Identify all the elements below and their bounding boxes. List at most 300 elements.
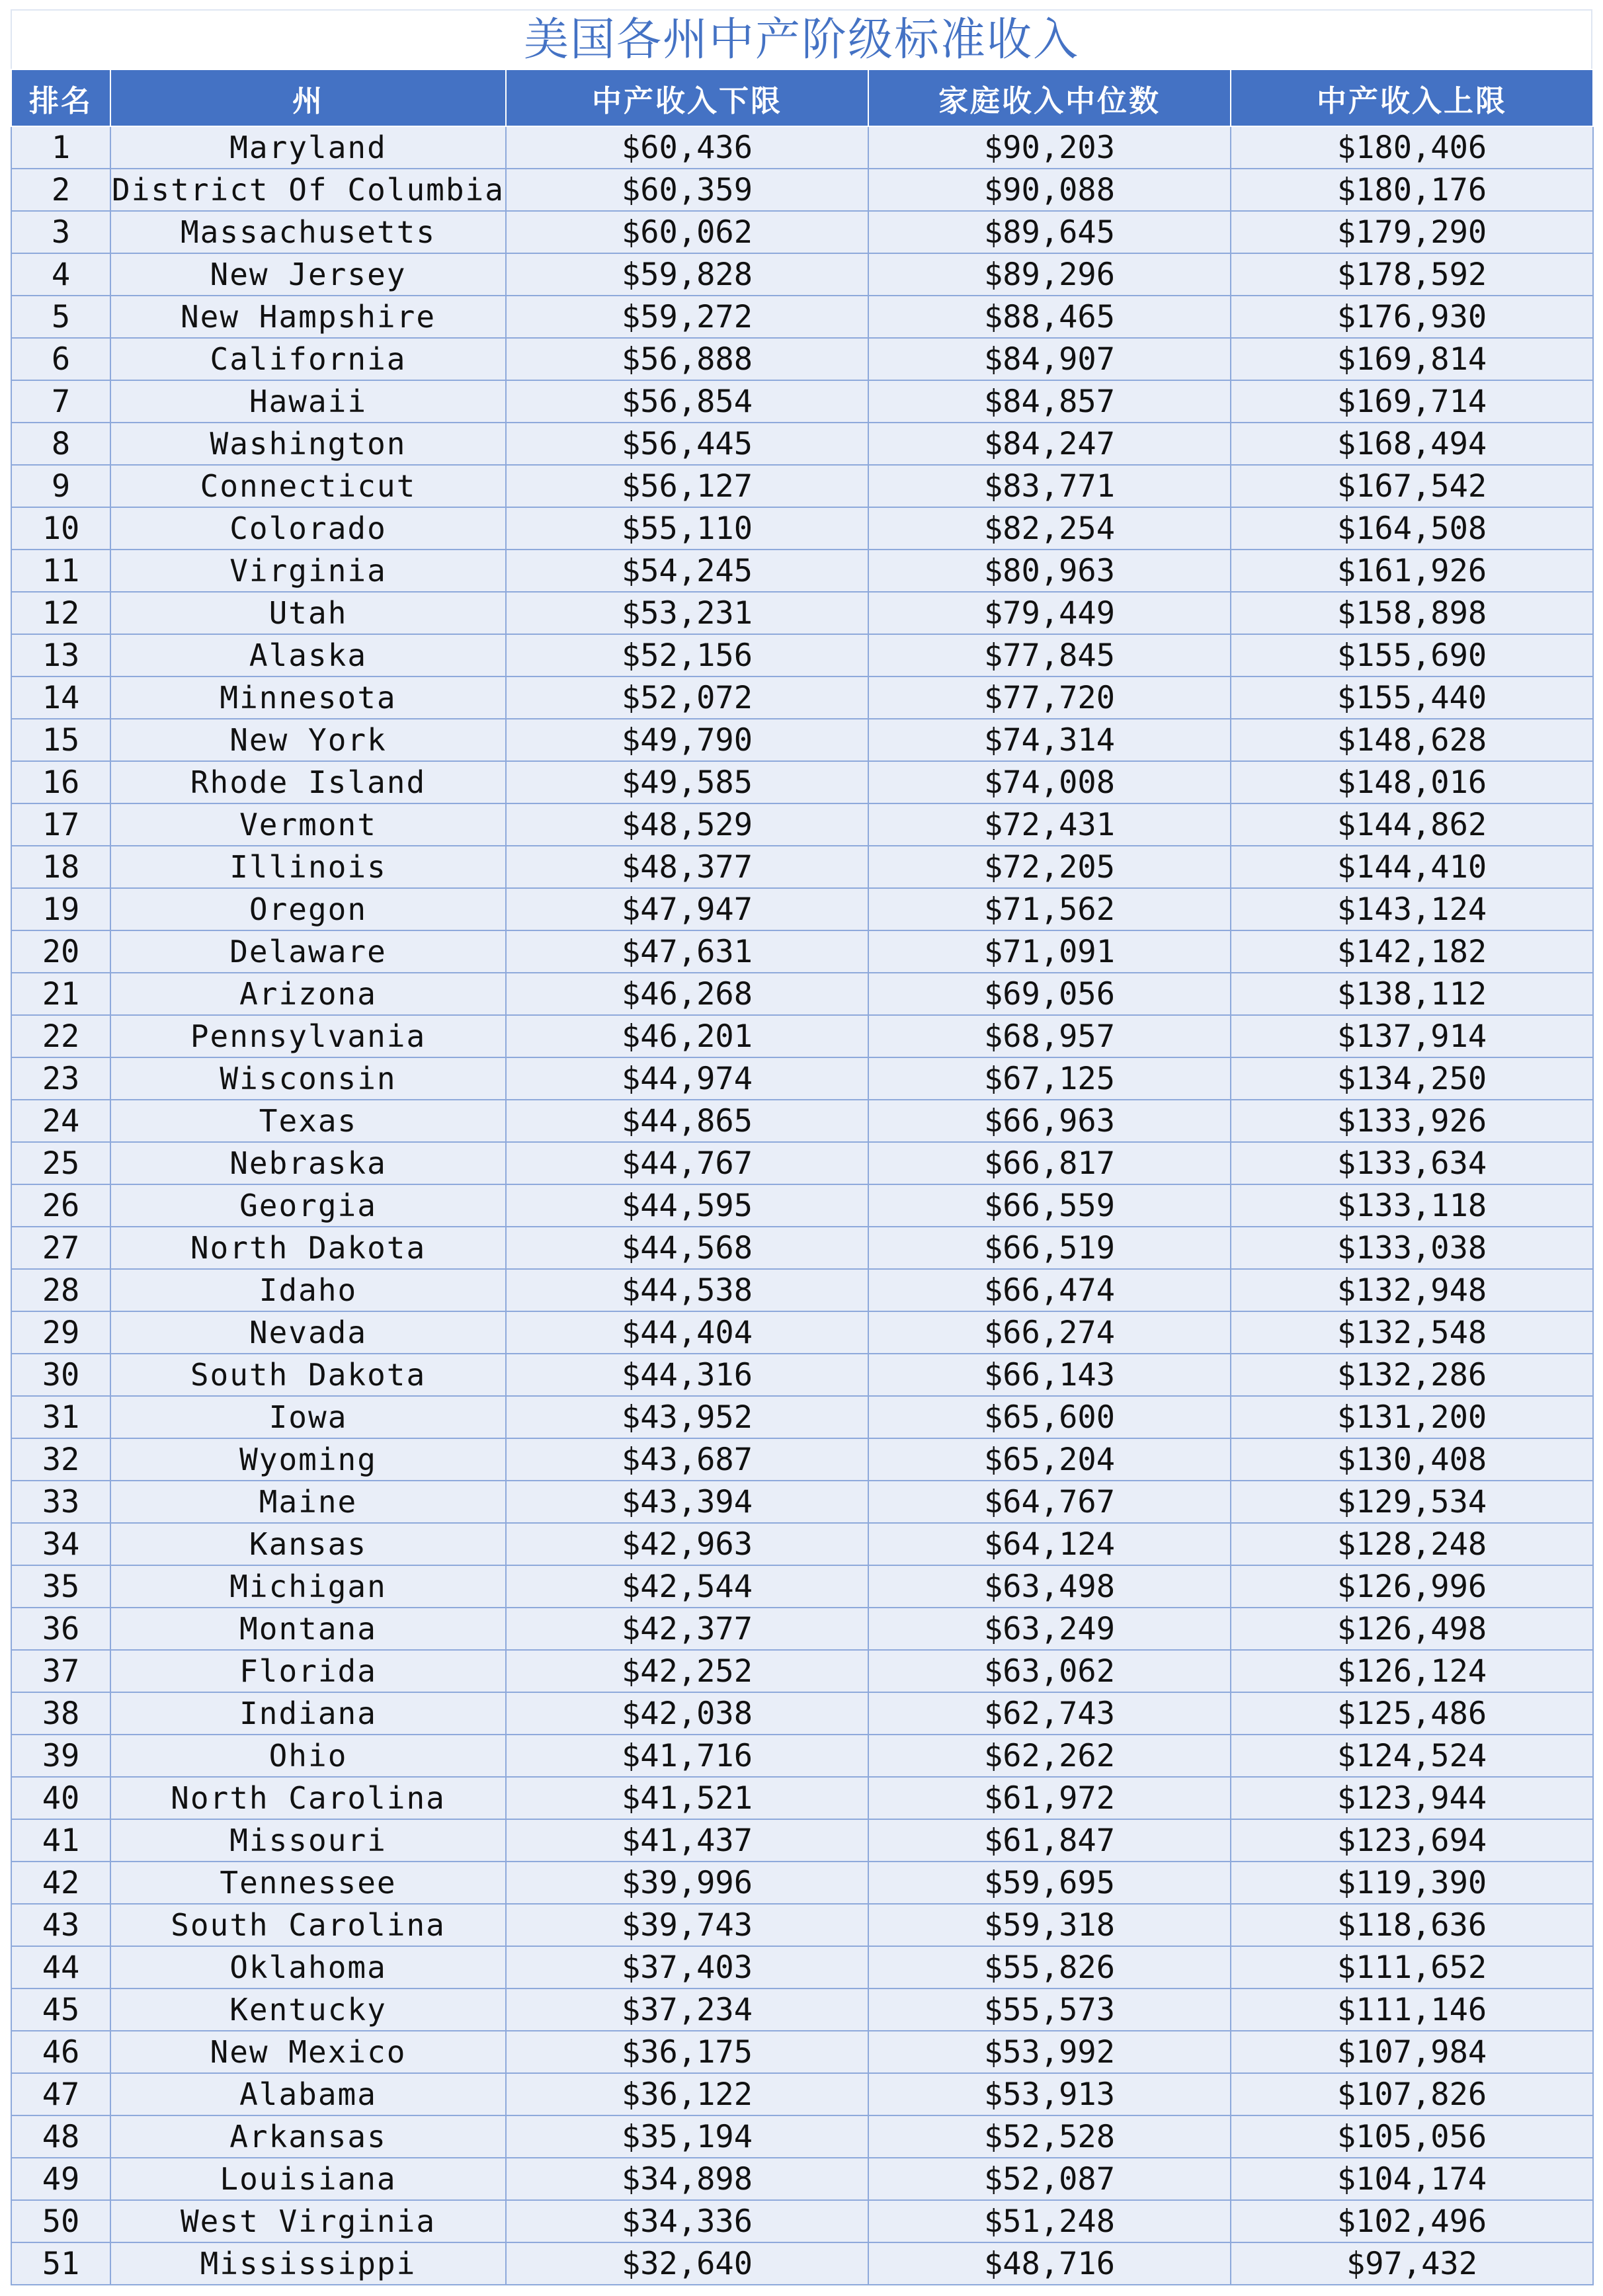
cell-rank[interactable]: 4 — [11, 253, 110, 296]
cell-upper-bound[interactable]: $123,694 — [1231, 1819, 1593, 1862]
table-row — [11, 1819, 1593, 1862]
cell-lower-bound[interactable]: $49,585 — [506, 761, 868, 803]
cell-rank[interactable]: 34 — [11, 1523, 110, 1565]
cell-rank[interactable]: 35 — [11, 1565, 110, 1608]
cell-rank[interactable]: 19 — [11, 888, 110, 930]
cell-median-income[interactable]: $80,963 — [868, 550, 1231, 592]
cell-state[interactable]: Pennsylvania — [110, 1015, 506, 1057]
cell-state[interactable]: Vermont — [110, 803, 506, 846]
table-row — [11, 1354, 1593, 1396]
cell-upper-bound[interactable]: $129,534 — [1231, 1481, 1593, 1523]
cell-state[interactable]: Washington — [110, 423, 506, 465]
cell-median-income[interactable]: $66,474 — [868, 1269, 1231, 1311]
cell-median-income[interactable]: $82,254 — [868, 507, 1231, 550]
table-row — [11, 719, 1593, 761]
table-row — [11, 1100, 1593, 1142]
cell-lower-bound[interactable]: $59,828 — [506, 253, 868, 296]
cell-lower-bound[interactable]: $60,062 — [506, 211, 868, 253]
cell-upper-bound[interactable]: $124,524 — [1231, 1735, 1593, 1777]
table-row — [11, 1269, 1593, 1311]
cell-median-income[interactable]: $63,498 — [868, 1565, 1231, 1608]
cell-state[interactable]: Missouri — [110, 1819, 506, 1862]
table-row — [11, 253, 1593, 296]
cell-median-income[interactable]: $55,573 — [868, 1988, 1231, 2031]
cell-lower-bound[interactable]: $42,252 — [506, 1650, 868, 1692]
cell-lower-bound[interactable]: $41,437 — [506, 1819, 868, 1862]
cell-upper-bound[interactable]: $161,926 — [1231, 550, 1593, 592]
cell-median-income[interactable]: $89,296 — [868, 253, 1231, 296]
cell-median-income[interactable]: $53,913 — [868, 2073, 1231, 2115]
cell-upper-bound[interactable]: $138,112 — [1231, 973, 1593, 1015]
cell-rank[interactable]: 26 — [11, 1184, 110, 1227]
cell-state[interactable]: Iowa — [110, 1396, 506, 1438]
cell-median-income[interactable]: $65,204 — [868, 1438, 1231, 1481]
cell-lower-bound[interactable]: $53,231 — [506, 592, 868, 634]
cell-median-income[interactable]: $77,720 — [868, 676, 1231, 719]
cell-upper-bound[interactable]: $180,406 — [1231, 126, 1593, 169]
income-table — [11, 69, 1594, 2285]
cell-median-income[interactable]: $48,716 — [868, 2242, 1231, 2285]
table-row — [11, 930, 1593, 973]
cell-upper-bound[interactable]: $143,124 — [1231, 888, 1593, 930]
cell-state[interactable]: New Mexico — [110, 2031, 506, 2073]
cell-lower-bound[interactable]: $60,359 — [506, 169, 868, 211]
cell-median-income[interactable]: $90,088 — [868, 169, 1231, 211]
cell-lower-bound[interactable]: $34,336 — [506, 2200, 868, 2242]
table-row — [11, 1481, 1593, 1523]
cell-rank[interactable]: 6 — [11, 338, 110, 380]
cell-lower-bound[interactable]: $44,865 — [506, 1100, 868, 1142]
cell-upper-bound[interactable]: $111,146 — [1231, 1988, 1593, 2031]
cell-state[interactable]: Mississippi — [110, 2242, 506, 2285]
cell-median-income[interactable]: $61,847 — [868, 1819, 1231, 1862]
cell-rank[interactable]: 1 — [11, 126, 110, 169]
header-rank[interactable]: 排名 — [11, 69, 110, 126]
table-row — [11, 1057, 1593, 1100]
cell-upper-bound[interactable]: $126,996 — [1231, 1565, 1593, 1608]
cell-state[interactable]: Virginia — [110, 550, 506, 592]
cell-upper-bound[interactable]: $168,494 — [1231, 423, 1593, 465]
cell-state[interactable]: Massachusetts — [110, 211, 506, 253]
cell-rank[interactable]: 18 — [11, 846, 110, 888]
cell-upper-bound[interactable]: $169,814 — [1231, 338, 1593, 380]
cell-rank[interactable]: 13 — [11, 634, 110, 676]
cell-lower-bound[interactable]: $56,888 — [506, 338, 868, 380]
cell-state[interactable]: Nevada — [110, 1311, 506, 1354]
cell-upper-bound[interactable]: $131,200 — [1231, 1396, 1593, 1438]
table-row — [11, 888, 1593, 930]
cell-upper-bound[interactable]: $104,174 — [1231, 2158, 1593, 2200]
cell-rank[interactable]: 15 — [11, 719, 110, 761]
table-row — [11, 1438, 1593, 1481]
cell-state[interactable]: Rhode Island — [110, 761, 506, 803]
cell-median-income[interactable]: $61,972 — [868, 1777, 1231, 1819]
cell-state[interactable]: Arizona — [110, 973, 506, 1015]
cell-upper-bound[interactable]: $125,486 — [1231, 1692, 1593, 1735]
cell-upper-bound[interactable]: $133,634 — [1231, 1142, 1593, 1184]
cell-rank[interactable]: 17 — [11, 803, 110, 846]
cell-state[interactable]: Oregon — [110, 888, 506, 930]
cell-lower-bound[interactable]: $32,640 — [506, 2242, 868, 2285]
cell-upper-bound[interactable]: $126,498 — [1231, 1608, 1593, 1650]
cell-median-income[interactable]: $52,087 — [868, 2158, 1231, 2200]
cell-rank[interactable]: 37 — [11, 1650, 110, 1692]
cell-median-income[interactable]: $59,695 — [868, 1862, 1231, 1904]
cell-state[interactable]: New Jersey — [110, 253, 506, 296]
cell-lower-bound[interactable]: $37,403 — [506, 1946, 868, 1988]
cell-lower-bound[interactable]: $52,156 — [506, 634, 868, 676]
cell-state[interactable]: South Dakota — [110, 1354, 506, 1396]
table-row — [11, 1311, 1593, 1354]
cell-median-income[interactable]: $74,008 — [868, 761, 1231, 803]
cell-median-income[interactable]: $74,314 — [868, 719, 1231, 761]
cell-rank[interactable]: 42 — [11, 1862, 110, 1904]
cell-state[interactable]: Colorado — [110, 507, 506, 550]
cell-rank[interactable]: 12 — [11, 592, 110, 634]
cell-rank[interactable]: 39 — [11, 1735, 110, 1777]
cell-state[interactable]: South Carolina — [110, 1904, 506, 1946]
cell-median-income[interactable]: $84,857 — [868, 380, 1231, 423]
cell-rank[interactable]: 43 — [11, 1904, 110, 1946]
table-row — [11, 465, 1593, 507]
cell-upper-bound[interactable]: $176,930 — [1231, 296, 1593, 338]
cell-state[interactable]: Ohio — [110, 1735, 506, 1777]
cell-upper-bound[interactable]: $133,038 — [1231, 1227, 1593, 1269]
cell-rank[interactable]: 44 — [11, 1946, 110, 1988]
cell-median-income[interactable]: $52,528 — [868, 2115, 1231, 2158]
table-row — [11, 1862, 1593, 1904]
table-row — [11, 2200, 1593, 2242]
table-row — [11, 634, 1593, 676]
cell-lower-bound[interactable]: $35,194 — [506, 2115, 868, 2158]
table-row — [11, 1523, 1593, 1565]
cell-upper-bound[interactable]: $155,690 — [1231, 634, 1593, 676]
table-row — [11, 1946, 1593, 1988]
cell-median-income[interactable]: $88,465 — [868, 296, 1231, 338]
cell-state[interactable]: New York — [110, 719, 506, 761]
cell-state[interactable]: Hawaii — [110, 380, 506, 423]
table-row — [11, 1692, 1593, 1735]
cell-upper-bound[interactable]: $123,944 — [1231, 1777, 1593, 1819]
cell-rank[interactable]: 29 — [11, 1311, 110, 1354]
cell-upper-bound[interactable]: $107,984 — [1231, 2031, 1593, 2073]
cell-rank[interactable]: 5 — [11, 296, 110, 338]
cell-state[interactable]: Idaho — [110, 1269, 506, 1311]
table-row — [11, 507, 1593, 550]
cell-rank[interactable]: 8 — [11, 423, 110, 465]
table-row — [11, 296, 1593, 338]
cell-upper-bound[interactable]: $132,286 — [1231, 1354, 1593, 1396]
header-upper-bound[interactable]: 中产收入上限 — [1231, 69, 1593, 126]
cell-upper-bound[interactable]: $128,248 — [1231, 1523, 1593, 1565]
cell-median-income[interactable]: $63,062 — [868, 1650, 1231, 1692]
cell-rank[interactable]: 22 — [11, 1015, 110, 1057]
cell-median-income[interactable]: $62,743 — [868, 1692, 1231, 1735]
cell-median-income[interactable]: $72,205 — [868, 846, 1231, 888]
cell-lower-bound[interactable]: $44,595 — [506, 1184, 868, 1227]
header-median-income[interactable]: 家庭收入中位数 — [868, 69, 1231, 126]
cell-lower-bound[interactable]: $44,568 — [506, 1227, 868, 1269]
cell-lower-bound[interactable]: $37,234 — [506, 1988, 868, 2031]
cell-lower-bound[interactable]: $44,974 — [506, 1057, 868, 1100]
cell-rank[interactable]: 7 — [11, 380, 110, 423]
cell-rank[interactable]: 27 — [11, 1227, 110, 1269]
cell-upper-bound[interactable]: $133,926 — [1231, 1100, 1593, 1142]
cell-median-income[interactable]: $66,143 — [868, 1354, 1231, 1396]
cell-lower-bound[interactable]: $47,631 — [506, 930, 868, 973]
cell-median-income[interactable]: $89,645 — [868, 211, 1231, 253]
cell-upper-bound[interactable]: $105,056 — [1231, 2115, 1593, 2158]
cell-rank[interactable]: 46 — [11, 2031, 110, 2073]
cell-state[interactable]: Maryland — [110, 126, 506, 169]
table-row — [11, 2115, 1593, 2158]
cell-rank[interactable]: 30 — [11, 1354, 110, 1396]
cell-median-income[interactable]: $64,124 — [868, 1523, 1231, 1565]
cell-median-income[interactable]: $66,817 — [868, 1142, 1231, 1184]
cell-lower-bound[interactable]: $46,201 — [506, 1015, 868, 1057]
cell-lower-bound[interactable]: $44,404 — [506, 1311, 868, 1354]
cell-lower-bound[interactable]: $39,743 — [506, 1904, 868, 1946]
cell-state[interactable]: North Dakota — [110, 1227, 506, 1269]
cell-lower-bound[interactable]: $42,038 — [506, 1692, 868, 1735]
cell-median-income[interactable]: $79,449 — [868, 592, 1231, 634]
cell-lower-bound[interactable]: $43,952 — [506, 1396, 868, 1438]
cell-median-income[interactable]: $72,431 — [868, 803, 1231, 846]
cell-state[interactable]: New Hampshire — [110, 296, 506, 338]
cell-upper-bound[interactable]: $155,440 — [1231, 676, 1593, 719]
cell-upper-bound[interactable]: $167,542 — [1231, 465, 1593, 507]
cell-state[interactable]: Wisconsin — [110, 1057, 506, 1100]
cell-state[interactable]: Montana — [110, 1608, 506, 1650]
cell-state[interactable]: Texas — [110, 1100, 506, 1142]
cell-state[interactable]: Tennessee — [110, 1862, 506, 1904]
cell-rank[interactable]: 32 — [11, 1438, 110, 1481]
cell-state[interactable]: Indiana — [110, 1692, 506, 1735]
cell-rank[interactable]: 40 — [11, 1777, 110, 1819]
cell-upper-bound[interactable]: $132,548 — [1231, 1311, 1593, 1354]
cell-median-income[interactable]: $84,907 — [868, 338, 1231, 380]
cell-upper-bound[interactable]: $169,714 — [1231, 380, 1593, 423]
cell-rank[interactable]: 33 — [11, 1481, 110, 1523]
cell-upper-bound[interactable]: $130,408 — [1231, 1438, 1593, 1481]
cell-lower-bound[interactable]: $56,854 — [506, 380, 868, 423]
cell-state[interactable]: Louisiana — [110, 2158, 506, 2200]
cell-median-income[interactable]: $66,559 — [868, 1184, 1231, 1227]
cell-upper-bound[interactable]: $148,628 — [1231, 719, 1593, 761]
cell-upper-bound[interactable]: $144,410 — [1231, 846, 1593, 888]
cell-rank[interactable]: 28 — [11, 1269, 110, 1311]
cell-rank[interactable]: 9 — [11, 465, 110, 507]
cell-rank[interactable]: 41 — [11, 1819, 110, 1862]
cell-state[interactable]: Kansas — [110, 1523, 506, 1565]
table-row — [11, 1184, 1593, 1227]
cell-median-income[interactable]: $53,992 — [868, 2031, 1231, 2073]
cell-upper-bound[interactable]: $158,898 — [1231, 592, 1593, 634]
sheet-title: 美国各州中产阶级标准收入 — [11, 9, 1592, 69]
cell-state[interactable]: Delaware — [110, 930, 506, 973]
cell-state[interactable]: North Carolina — [110, 1777, 506, 1819]
cell-median-income[interactable]: $67,125 — [868, 1057, 1231, 1100]
cell-median-income[interactable]: $77,845 — [868, 634, 1231, 676]
cell-rank[interactable]: 3 — [11, 211, 110, 253]
cell-upper-bound[interactable]: $179,290 — [1231, 211, 1593, 253]
table-row — [11, 2031, 1593, 2073]
cell-state[interactable]: Utah — [110, 592, 506, 634]
cell-lower-bound[interactable]: $36,175 — [506, 2031, 868, 2073]
cell-lower-bound[interactable]: $59,272 — [506, 296, 868, 338]
income-sheet — [11, 9, 1592, 2285]
cell-lower-bound[interactable]: $44,538 — [506, 1269, 868, 1311]
cell-state[interactable]: Kentucky — [110, 1988, 506, 2031]
cell-lower-bound[interactable]: $41,521 — [506, 1777, 868, 1819]
cell-rank[interactable]: 38 — [11, 1692, 110, 1735]
cell-lower-bound[interactable]: $60,436 — [506, 126, 868, 169]
cell-lower-bound[interactable]: $49,790 — [506, 719, 868, 761]
cell-state[interactable]: California — [110, 338, 506, 380]
table-row — [11, 169, 1593, 211]
cell-upper-bound[interactable]: $107,826 — [1231, 2073, 1593, 2115]
table-row — [11, 211, 1593, 253]
cell-median-income[interactable]: $71,091 — [868, 930, 1231, 973]
cell-state[interactable]: Alaska — [110, 634, 506, 676]
cell-state[interactable]: District Of Columbia — [110, 169, 506, 211]
table-row — [11, 803, 1593, 846]
cell-upper-bound[interactable]: $132,948 — [1231, 1269, 1593, 1311]
cell-upper-bound[interactable]: $97,432 — [1231, 2242, 1593, 2285]
cell-rank[interactable]: 16 — [11, 761, 110, 803]
cell-state[interactable]: Arkansas — [110, 2115, 506, 2158]
cell-lower-bound[interactable]: $44,767 — [506, 1142, 868, 1184]
cell-rank[interactable]: 2 — [11, 169, 110, 211]
cell-lower-bound[interactable]: $56,127 — [506, 465, 868, 507]
header-lower-bound[interactable]: 中产收入下限 — [506, 69, 868, 126]
cell-lower-bound[interactable]: $46,268 — [506, 973, 868, 1015]
cell-median-income[interactable]: $66,274 — [868, 1311, 1231, 1354]
cell-state[interactable]: Michigan — [110, 1565, 506, 1608]
cell-rank[interactable]: 48 — [11, 2115, 110, 2158]
cell-state[interactable]: Nebraska — [110, 1142, 506, 1184]
cell-lower-bound[interactable]: $44,316 — [506, 1354, 868, 1396]
cell-upper-bound[interactable]: $133,118 — [1231, 1184, 1593, 1227]
cell-lower-bound[interactable]: $42,963 — [506, 1523, 868, 1565]
table-row — [11, 2073, 1593, 2115]
cell-rank[interactable]: 49 — [11, 2158, 110, 2200]
cell-state[interactable]: Georgia — [110, 1184, 506, 1227]
table-row — [11, 592, 1593, 634]
cell-lower-bound[interactable]: $42,544 — [506, 1565, 868, 1608]
cell-state[interactable]: Wyoming — [110, 1438, 506, 1481]
cell-state[interactable]: Alabama — [110, 2073, 506, 2115]
cell-median-income[interactable]: $90,203 — [868, 126, 1231, 169]
cell-rank[interactable]: 24 — [11, 1100, 110, 1142]
cell-upper-bound[interactable]: $144,862 — [1231, 803, 1593, 846]
cell-rank[interactable]: 50 — [11, 2200, 110, 2242]
cell-upper-bound[interactable]: $134,250 — [1231, 1057, 1593, 1100]
table-row — [11, 1396, 1593, 1438]
cell-state[interactable]: West Virginia — [110, 2200, 506, 2242]
cell-lower-bound[interactable]: $48,377 — [506, 846, 868, 888]
cell-median-income[interactable]: $62,262 — [868, 1735, 1231, 1777]
cell-median-income[interactable]: $59,318 — [868, 1904, 1231, 1946]
cell-lower-bound[interactable]: $39,996 — [506, 1862, 868, 1904]
cell-upper-bound[interactable]: $118,636 — [1231, 1904, 1593, 1946]
cell-state[interactable]: Minnesota — [110, 676, 506, 719]
cell-median-income[interactable]: $51,248 — [868, 2200, 1231, 2242]
cell-rank[interactable]: 36 — [11, 1608, 110, 1650]
cell-lower-bound[interactable]: $41,716 — [506, 1735, 868, 1777]
cell-median-income[interactable]: $55,826 — [868, 1946, 1231, 1988]
cell-median-income[interactable]: $66,963 — [868, 1100, 1231, 1142]
cell-upper-bound[interactable]: $142,182 — [1231, 930, 1593, 973]
cell-lower-bound[interactable]: $43,687 — [506, 1438, 868, 1481]
cell-rank[interactable]: 47 — [11, 2073, 110, 2115]
cell-rank[interactable]: 31 — [11, 1396, 110, 1438]
cell-lower-bound[interactable]: $54,245 — [506, 550, 868, 592]
cell-lower-bound[interactable]: $42,377 — [506, 1608, 868, 1650]
cell-median-income[interactable]: $71,562 — [868, 888, 1231, 930]
table-row — [11, 1904, 1593, 1946]
cell-rank[interactable]: 20 — [11, 930, 110, 973]
cell-lower-bound[interactable]: $55,110 — [506, 507, 868, 550]
cell-lower-bound[interactable]: $52,072 — [506, 676, 868, 719]
cell-rank[interactable]: 10 — [11, 507, 110, 550]
cell-median-income[interactable]: $63,249 — [868, 1608, 1231, 1650]
cell-upper-bound[interactable]: $102,496 — [1231, 2200, 1593, 2242]
cell-rank[interactable]: 11 — [11, 550, 110, 592]
cell-lower-bound[interactable]: $43,394 — [506, 1481, 868, 1523]
cell-rank[interactable]: 51 — [11, 2242, 110, 2285]
cell-rank[interactable]: 25 — [11, 1142, 110, 1184]
cell-lower-bound[interactable]: $34,898 — [506, 2158, 868, 2200]
cell-lower-bound[interactable]: $56,445 — [506, 423, 868, 465]
header-state[interactable]: 州 — [110, 69, 506, 126]
cell-state[interactable]: Florida — [110, 1650, 506, 1692]
cell-state[interactable]: Oklahoma — [110, 1946, 506, 1988]
table-row — [11, 550, 1593, 592]
cell-upper-bound[interactable]: $164,508 — [1231, 507, 1593, 550]
cell-rank[interactable]: 45 — [11, 1988, 110, 2031]
cell-upper-bound[interactable]: $180,176 — [1231, 169, 1593, 211]
table-row — [11, 423, 1593, 465]
cell-median-income[interactable]: $65,600 — [868, 1396, 1231, 1438]
table-row — [11, 761, 1593, 803]
cell-lower-bound[interactable]: $47,947 — [506, 888, 868, 930]
cell-upper-bound[interactable]: $178,592 — [1231, 253, 1593, 296]
cell-upper-bound[interactable]: $111,652 — [1231, 1946, 1593, 1988]
table-row — [11, 2158, 1593, 2200]
cell-upper-bound[interactable]: $137,914 — [1231, 1015, 1593, 1057]
cell-median-income[interactable]: $64,767 — [868, 1481, 1231, 1523]
cell-state[interactable]: Maine — [110, 1481, 506, 1523]
cell-median-income[interactable]: $83,771 — [868, 465, 1231, 507]
cell-median-income[interactable]: $84,247 — [868, 423, 1231, 465]
cell-median-income[interactable]: $66,519 — [868, 1227, 1231, 1269]
cell-rank[interactable]: 23 — [11, 1057, 110, 1100]
cell-lower-bound[interactable]: $48,529 — [506, 803, 868, 846]
cell-upper-bound[interactable]: $126,124 — [1231, 1650, 1593, 1692]
table-row — [11, 846, 1593, 888]
table-row — [11, 126, 1593, 169]
cell-lower-bound[interactable]: $36,122 — [506, 2073, 868, 2115]
cell-rank[interactable]: 14 — [11, 676, 110, 719]
cell-upper-bound[interactable]: $148,016 — [1231, 761, 1593, 803]
cell-upper-bound[interactable]: $119,390 — [1231, 1862, 1593, 1904]
cell-median-income[interactable]: $69,056 — [868, 973, 1231, 1015]
cell-state[interactable]: Connecticut — [110, 465, 506, 507]
cell-rank[interactable]: 21 — [11, 973, 110, 1015]
cell-state[interactable]: Illinois — [110, 846, 506, 888]
cell-median-income[interactable]: $68,957 — [868, 1015, 1231, 1057]
